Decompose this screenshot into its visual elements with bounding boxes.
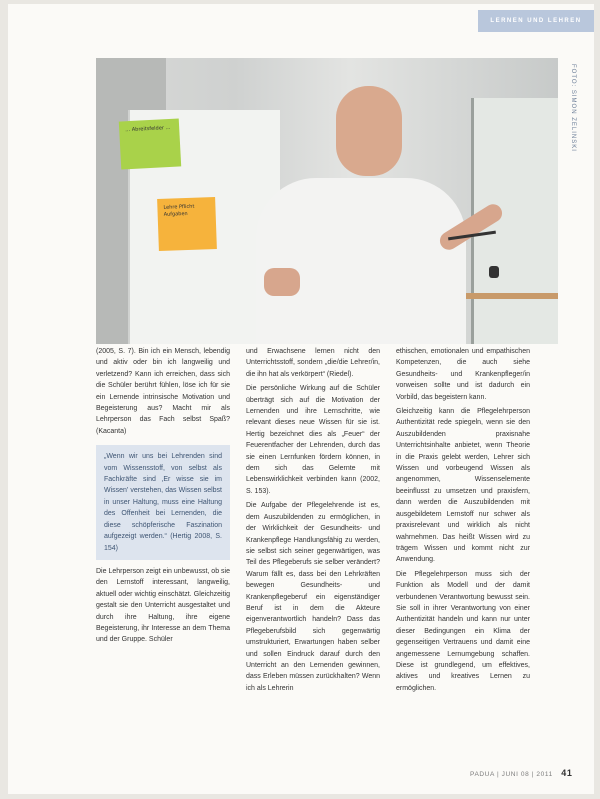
photo-sticky-note-green: … Abreitsfelder … — [119, 118, 181, 169]
photo-person-hand — [264, 268, 300, 296]
magazine-issue: PADUA | JUNI 08 | 2011 — [470, 771, 553, 778]
paragraph: Die persönliche Wirkung auf die Schüler überträgt sich auf die Motivation der Lernenden und ihre Lernschritte, wie relevant dieses neue Wissen für sie ist. Hertig bezeichnet dies als „Feuer“ der Feuerentfacher der Lehrenden, durch das sie einen Lernfunken fördern können, in dem sich das Gelernte mit Lebenswirklichkeit verbinden kann (2002, S. 153). — [246, 385, 380, 495]
text-column-3 — [396, 346, 530, 697]
photo-rail — [456, 293, 558, 299]
text-column-2 — [246, 346, 380, 697]
paragraph: Die Lehrperson zeigt ein unbewusst, ob sie den Lernstoff interessant, langweilig, aktuell oder wichtig einschätzt. Gleichzeitig gestalt sie den Unterricht ausgestaltet und durch ihre Haltung, ihre eigene Begeisterung, ihr Interesse an dem Thema und der Gruppe. Schüler — [96, 567, 230, 644]
pull-quote: „Wenn wir uns bei Lehrenden sind vom Wissensstoff, von selbst als Fachkräfte sind ‚Er wisse sie im Wissen' verstehen, das Wissen selbst in unser Haltung, muss eine Haltung des Offenheit bei Lernenden, die diese schöpferische Faszination aufgezeigt werden.“ (Hertig 2008, S. 154) — [96, 445, 230, 560]
text-column-1 — [96, 346, 230, 649]
photo-watch — [489, 266, 499, 278]
photo-sticky-note-orange: Lehre Pflicht Aufgaben — [157, 197, 217, 251]
photo-person-coat — [256, 178, 466, 344]
photo-person-head — [336, 86, 402, 176]
paragraph: Gleichzeitig kann die Pflegelehrperson Authentizität rede spiegeln, wenn sie den Auszubildenden praxisnahe Unterrichtsinhalte anbietet, wenn Theorie in die Praxis gelebt werden, Lehrer sich Wissen und vorbeugend Wissen als angenommen, Wissenselemente beeinflusst zu umsetzen und praxisfern, dann werden die Auszubildenden mit ausgebildetem Lernstoff nur schwer als praxisrelevant und wirklich als nicht wahrnehmen. Das heißt Wissen wird zu trägem Wissen und kommt nicht zur Anwendung. — [396, 408, 530, 564]
page-number: 41 — [561, 768, 573, 778]
section-header-band — [478, 10, 594, 32]
page-footer — [470, 768, 572, 778]
magazine-page — [8, 4, 594, 794]
paragraph: und Erwachsene lernen nicht den Unterrichtsstoff, sondern „die/die Lehrer/in, die ihn hat als verkörpert“ (Riedel). — [246, 348, 380, 378]
paragraph: ethischen, emotionalen und empathischen Kompetenzen, die auch siehe Gesundheits- und Krankenpfleger/in vorweisen sollte und ist dadurch ein Vorbild, das begeistern kann. — [396, 348, 530, 401]
section-label: LERNEN UND LEHREN — [490, 18, 582, 24]
paragraph: Die Pflegelehrperson muss sich der Funktion als Modell und der damit verbundenen Verantwortung bewusst sein. Sie soll in ihrer Verantwortung von einer Authentizität handeln und kann nur unter dieser Bedingungen ein Klima der gegenseitigen Vertrauens und damit eine angemessene Lernumgebung schaffen. Diese ist grundlegend, um effektives, aktives und kreatives Lernen zu ermöglichen. — [396, 570, 530, 692]
photo-credit: FOTO: SIMON ZELINSKI — [570, 64, 576, 152]
article-photo — [96, 58, 558, 344]
paragraph: (2005, S. 7). Bin ich ein Mensch, lebendig und aktiv oder bin ich langweilig und verletzend? Kann ich erreichen, dass sich die Schüler berührt fühlen, löse ich für sie ein Lernende intrinsische Motivation und Begeisterung aus? Macht mir als Lehrperson das Fach selbst Spaß? (Kacanta) — [96, 348, 230, 435]
paragraph: Die Aufgabe der Pflegelehrende ist es, dem Auszubildenden zu ermöglichen, in der Wirklichkeit der Gesundheits- und Krankenpflege Handlungsfähig zu werden, sie selbst sich seiner gegenwärtigen, was Teil des Pflegeberufs sie selber verändert? Warum fällt es, dass bei den Lehrkräften bewegen Gesundheits- und Krankenpflegeberuf ein eigenständiger Beruf ist in dem die Akteure eigenverantwortlich handeln? Dass das Pflegeberufsbild sich gegenwärtig umstrukturiert, Erwartungen haben selber und sollen Eindruck darauf durch den Unterricht an den Lernenden gewinnen, dass Erleben müssen zurückhalten? Wenn ich als Lehrerin — [246, 502, 380, 692]
